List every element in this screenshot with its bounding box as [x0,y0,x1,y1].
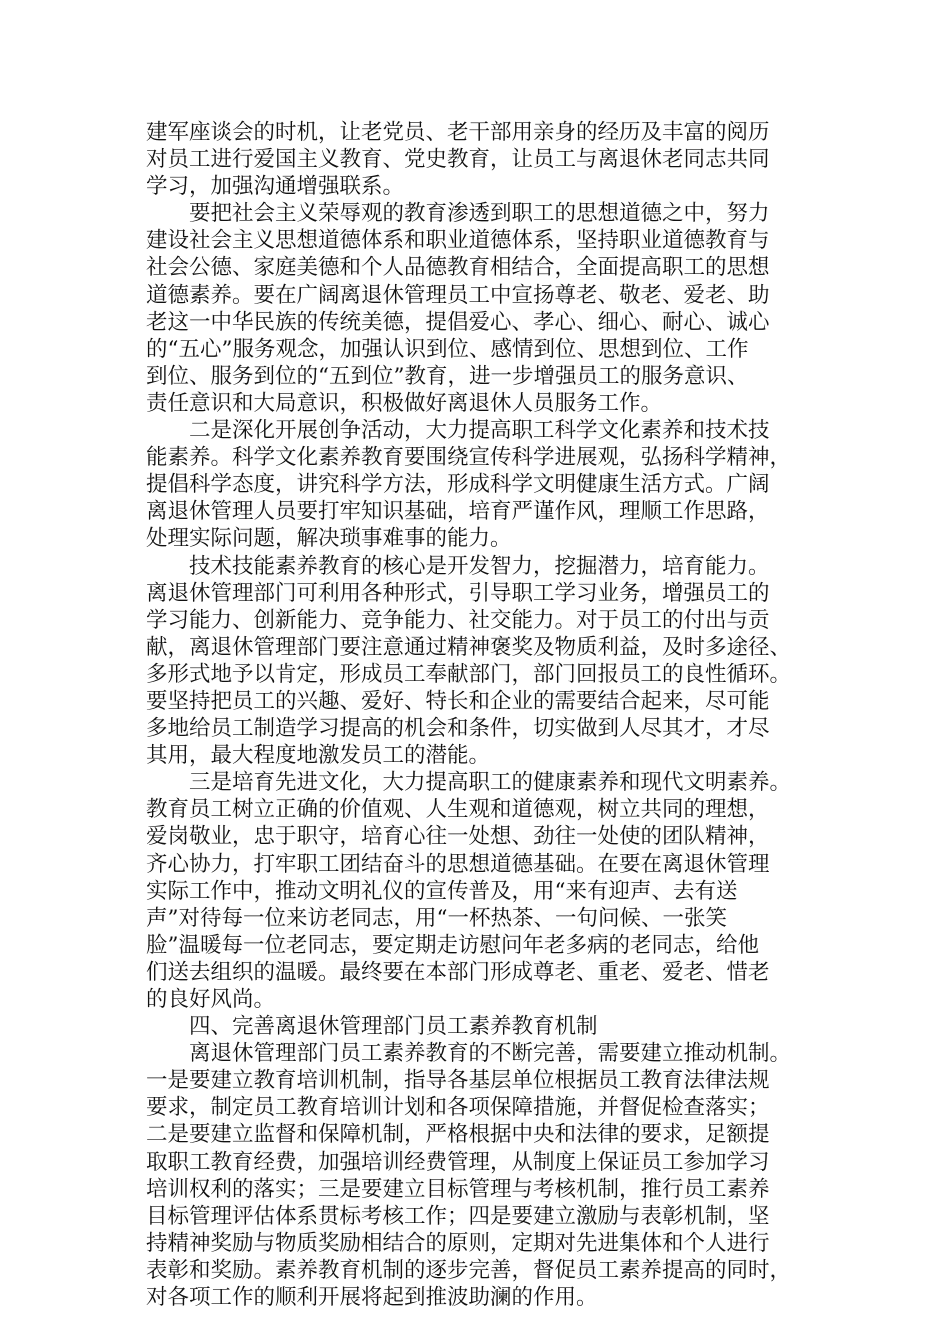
text-line: 声”对待每一位来访老同志，用“一杯热茶、一句问候、一张笑 [146,905,727,931]
text-line: 道德素养。要在广阔离退休管理员工中宣扬尊老、敬老、爱老、助 [146,282,770,308]
text-line: 离退休管理人员要打牢知识基础，培育严谨作风，理顺工作思路， [146,499,770,525]
text-line: 到位、服务到位的“五到位”教育，进一步增强员工的服务意识、 [146,363,749,389]
text-line: 对各项工作的顺利开展将起到推波助澜的作用。 [146,1285,598,1311]
text-line: 献，离退休管理部门要注意通过精神褒奖及物质利益，及时多途径、 [146,634,792,660]
text-line: 要求，制定员工教育培训计划和各项保障措施，并督促检查落实； [146,1095,770,1121]
text-line: 持精神奖励与物质奖励相结合的原则，定期对先进集体和个人进行 [146,1230,770,1256]
text-line: 建设社会主义思想道德体系和职业道德体系，坚持职业道德教育与 [146,228,770,254]
text-line: 目标管理评估体系贯标考核工作；四是要建立激励与表彰机制，坚 [146,1203,770,1229]
text-line: 二是深化开展创争活动，大力提高职工科学文化素养和技术技 [189,418,770,444]
text-line: 社会公德、家庭美德和个人品德教育相结合，全面提高职工的思想 [146,255,770,281]
text-line: 们送去组织的温暖。最终要在本部门形成尊老、重老、爱老、惜老 [146,959,770,985]
text-line: 要坚持把员工的兴趣、爱好、特长和企业的需要结合起来，尽可能 [146,688,770,714]
text-line: 学习能力、创新能力、竞争能力、社交能力。对于员工的付出与贡 [146,607,770,633]
paragraph [146,1040,808,1311]
text-line: 多形式地予以肯定，形成员工奉献部门，部门回报员工的良性循环。 [146,661,792,687]
text-line: 一是要建立教育培训机制，指导各基层单位根据员工教育法律法规 [146,1068,770,1094]
paragraph [146,553,808,770]
text-line: 脸”温暖每一位老同志，要定期走访慰问年老多病的老同志，给他 [146,932,759,958]
text-line: 责任意识和大局意识，积极做好离退休人员服务工作。 [146,390,663,416]
text-line: 其用，最大程度地激发员工的潜能。 [146,743,491,769]
text-line: 提倡科学态度，讲究科学方法，形成科学文明健康生活方式。广阔 [146,472,770,498]
text-line: 能素养。科学文化素养教育要围绕宣传科学进展观，弘扬科学精神， [146,445,792,471]
text-line: 三是培育先进文化，大力提高职工的健康素养和现代文明素养。 [189,770,792,796]
text-line: 爱岗敬业，忠于职守，培育心往一处想、劲往一处使的团队精神， [146,824,770,850]
paragraph [146,119,808,200]
paragraph [146,769,808,1013]
text-line: 多地给员工制造学习提高的机会和条件，切实做到人尽其才，才尽 [146,716,770,742]
text-line: 对员工进行爱国主义教育、党史教育，让员工与离退休老同志共同 [146,147,770,173]
text-line: 建军座谈会的时机，让老党员、老干部用亲身的经历及丰富的阅历 [146,120,770,145]
text-line: 技术技能素养教育的核心是开发智力，挖掘潜力，培育能力。 [189,553,770,579]
text-line: 要把社会主义荣辱观的教育渗透到职工的思想道德之中，努力 [189,201,770,227]
text-line: 四、完善离退休管理部门员工素养教育机制 [189,1014,598,1040]
text-line: 老这一中华民族的传统美德，提倡爱心、孝心、细心、耐心、诚心 [146,309,770,335]
paragraph [146,417,808,552]
text-line: 处理实际问题，解决琐事难事的能力。 [146,526,512,552]
paragraph [146,200,808,417]
text-line: 教育员工树立正确的价值观、人生观和道德观，树立共同的理想， [146,797,770,823]
text-line: 齐心协力，打牢职工团结奋斗的思想道德基础。在要在离退休管理 [146,851,770,877]
text-line: 二是要建立监督和保障机制，严格根据中央和法律的要求，足额提 [146,1122,770,1148]
text-line: 离退休管理部门可利用各种形式，引导职工学习业务，增强员工的 [146,580,770,606]
paragraph [146,1013,808,1040]
text-line: 的“五心”服务观念，加强认识到位、感情到位、思想到位、工作 [146,336,749,362]
text-line: 培训权利的落实；三是要建立目标管理与考核机制，推行员工素养 [146,1176,770,1202]
document-body [146,119,808,1311]
text-line: 的良好风尚。 [146,987,276,1012]
text-line: 表彰和奖励。素养教育机制的逐步完善，督促员工素养提高的同时， [146,1257,792,1283]
text-line: 学习，加强沟通增强联系。 [146,174,405,200]
text-line: 离退休管理部门员工素养教育的不断完善，需要建立推动机制。 [189,1041,792,1067]
text-line: 实际工作中，推动文明礼仪的宣传普及，用“来有迎声、去有送 [146,878,738,904]
text-line: 取职工教育经费，加强培训经费管理，从制度上保证员工参加学习 [146,1149,770,1175]
